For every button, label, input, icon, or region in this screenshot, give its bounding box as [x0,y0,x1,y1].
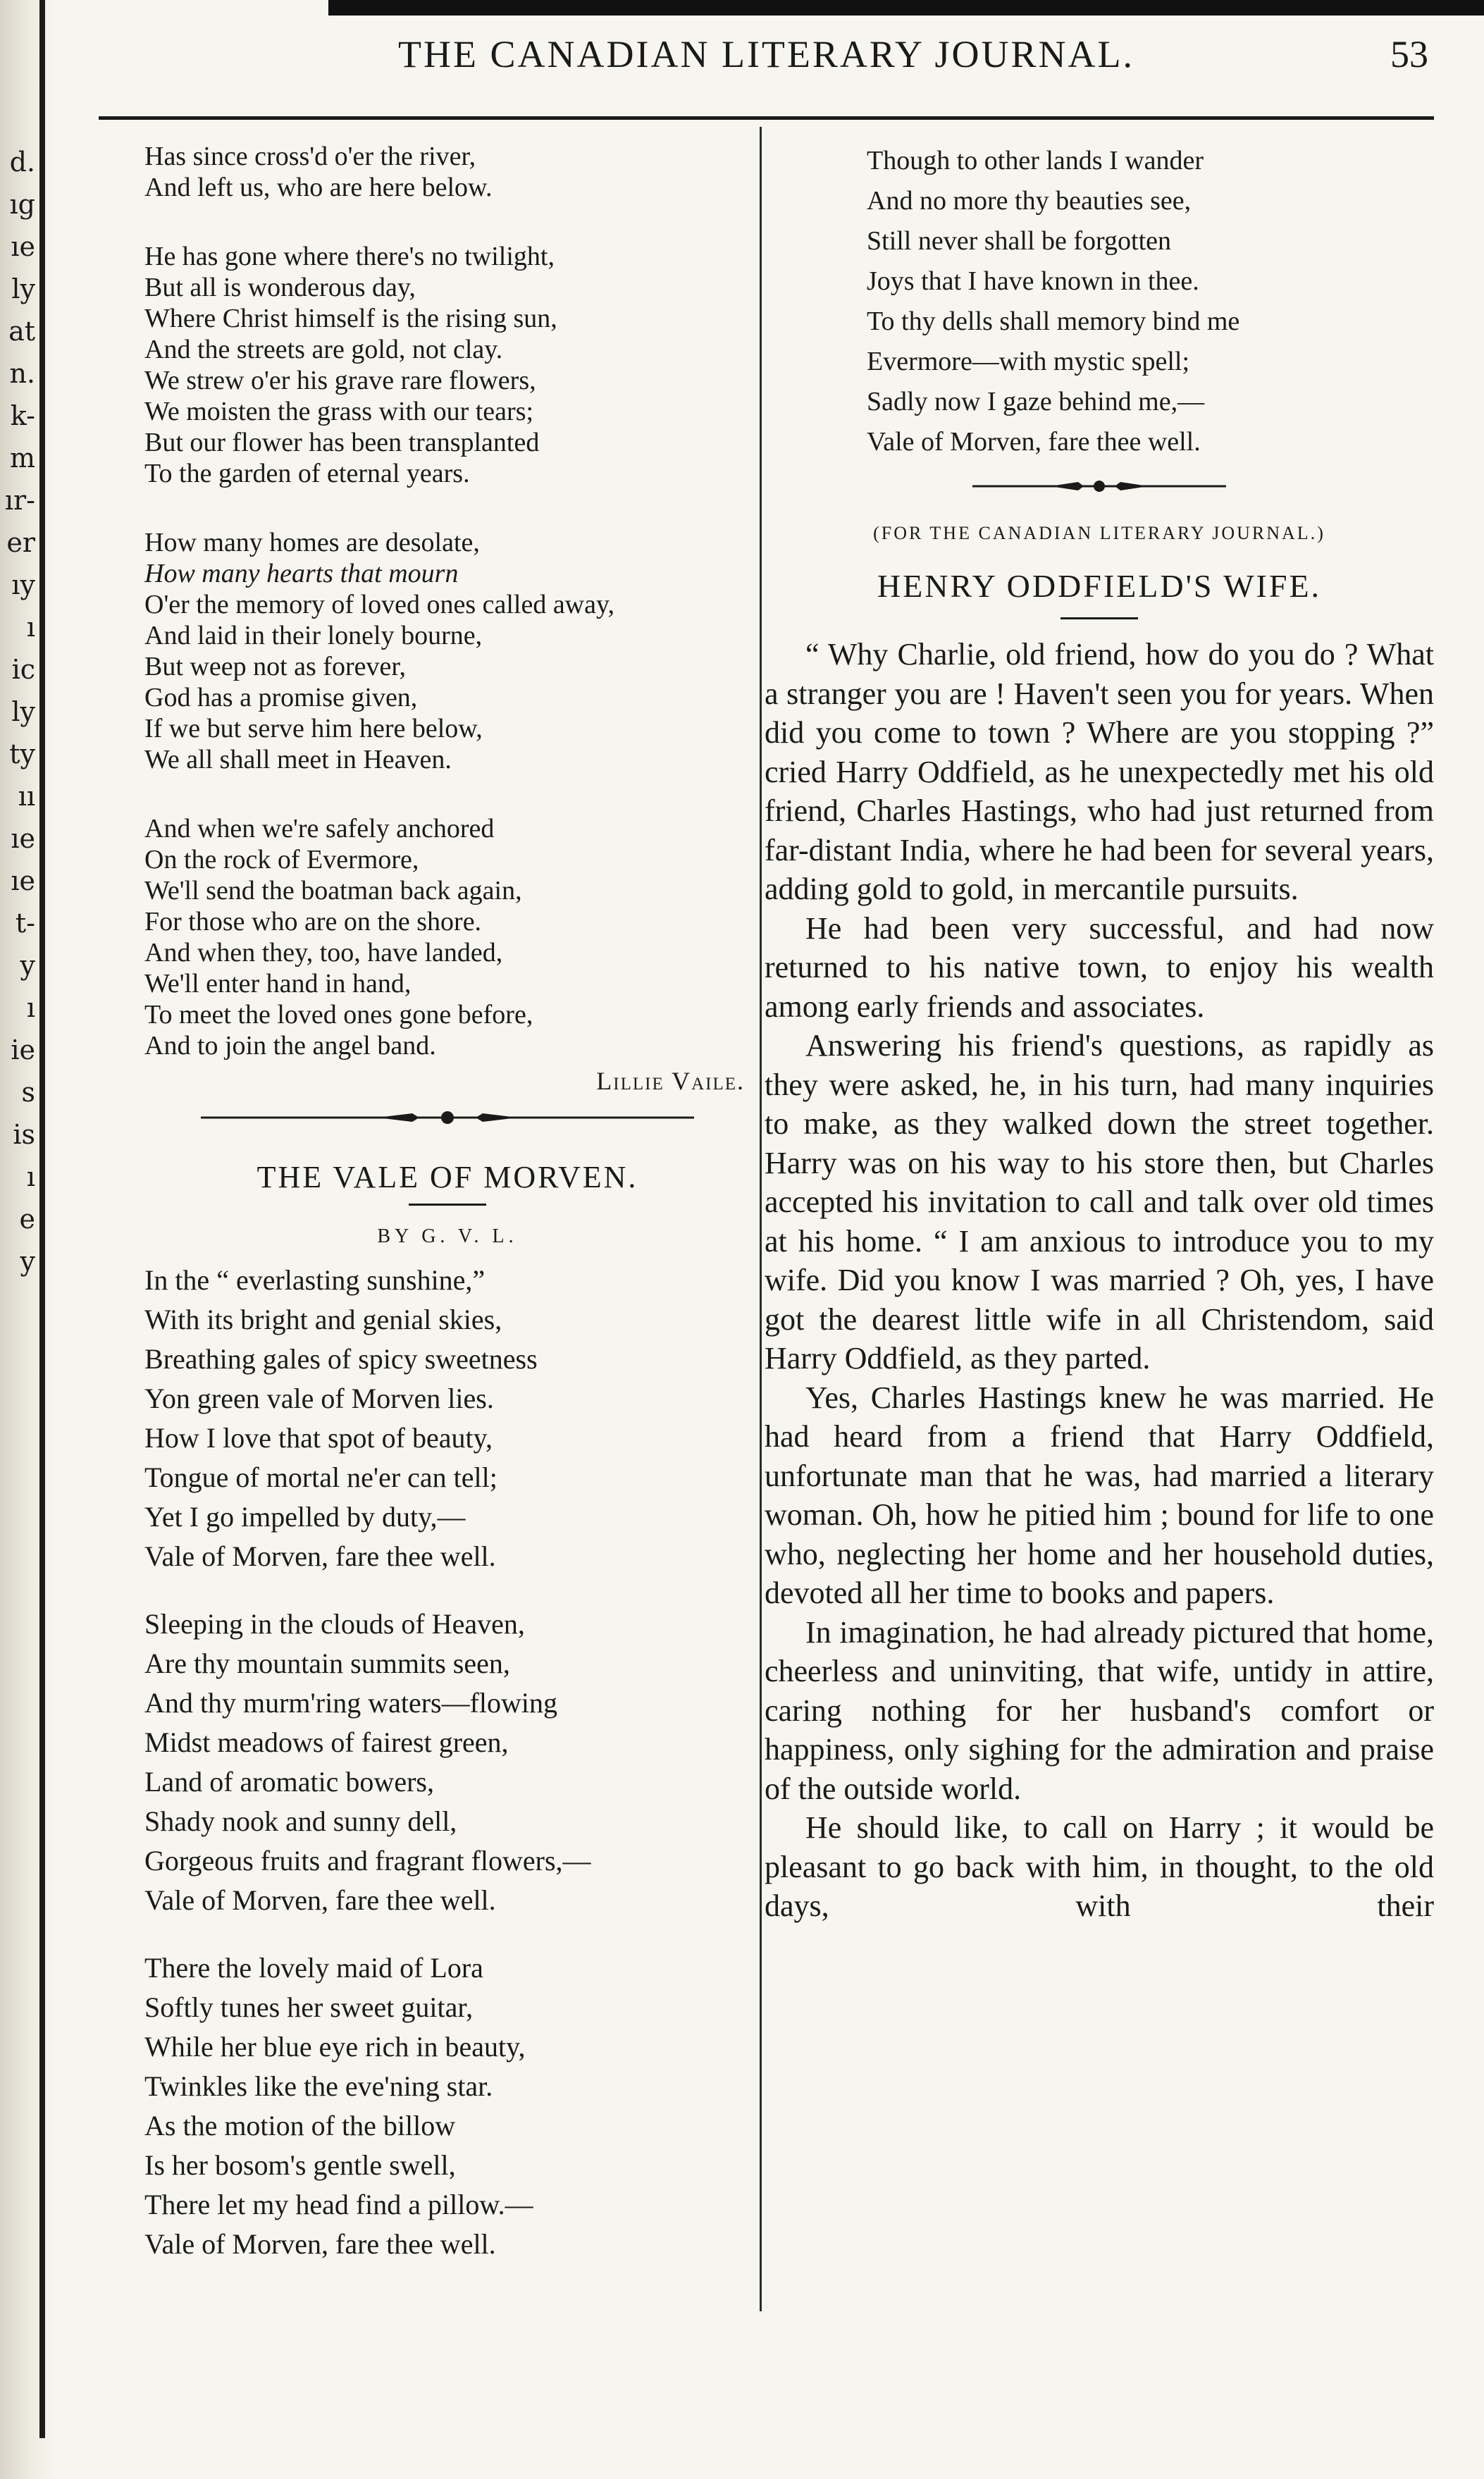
adjacent-page-fragment: y [20,950,35,981]
poem-line: Evermore—with mystic spell; [867,347,1190,376]
poem-lillie-vaile [144,141,750,1096]
poem-line: Twinkles like the eve'ning star. [144,2070,493,2102]
page-number: 53 [1390,33,1428,75]
poem-line: We all shall meet in Heaven. [144,745,452,774]
adjacent-page-fragment: ıe [11,865,35,896]
adjacent-page-fragment: er [6,527,35,558]
poem-line: Vale of Morven, fare thee well. [144,1540,496,1572]
stanza [144,1605,750,1920]
poem-line: How many hearts that mourn [144,559,459,588]
poem-line: And no more thy beauties see, [867,186,1192,216]
stanza [144,241,750,489]
poem-line: And left us, who are here below. [144,173,493,202]
adjacent-page-fragment: is [13,1119,35,1150]
stanza [144,1261,750,1576]
poem-line: We strew o'er his grave rare flowers, [144,366,536,395]
poem-line: Yon green vale of Morven lies. [144,1383,494,1414]
poem-line: Where Christ himself is the rising sun, [144,304,557,333]
poem-line: To thy dells shall memory bind me [867,307,1240,336]
poem-line: Shady nook and sunny dell, [144,1805,457,1837]
adjacent-page-fragment: s [21,1077,35,1108]
poem-line: With its bright and genial skies, [144,1304,502,1335]
poem-line: And when we're safely anchored [144,814,495,843]
poem-vale-of-morven [144,1158,750,2264]
story-paragraph: Answering his friend's questions, as rapidly as they were asked, he, in his turn, had many inquiries to make, as they walked down the street together. Harry was on his way to his store then, but Charles accepted his invitation to call and talk over old times at his home. “ I am anxious to introduce you to my wife. Did you know I was married ? Oh, yes, I have got the dearest little wife in all Christendom, said Harry Oddfield, as they parted. [765,1028,1434,1375]
story-body [765,635,1434,1926]
poem-line: How I love that spot of beauty, [144,1422,493,1454]
poem-line: Is her bosom's gentle swell, [144,2149,456,2181]
poem-line: There the lovely maid of Lora [144,1952,483,1984]
poem-line: Are thy mountain summits seen, [144,1647,510,1679]
stanza [144,527,750,775]
poem-line: To meet the loved ones gone before, [144,1000,533,1030]
poem-line: Still never shall be forgotten [867,226,1171,256]
poem-line: Sadly now I gaze behind me,— [867,387,1205,416]
story-paragraph: He had been very successful, and had now returned to his native town, to enjoy his wealth among early friends and associates. [765,910,1434,1024]
ornamental-rule-icon [201,1109,694,1126]
poem-line: We moisten the grass with our tears; [144,397,534,426]
adjacent-page-fragment: ı [26,612,35,643]
poem-line: And laid in their lonely bourne, [144,621,483,650]
adjacent-page-fragment: ic [11,654,35,685]
stanza [144,1948,750,2264]
poem-signature: Lillie Vaile. [596,1067,745,1095]
stanza [144,141,750,203]
column-divider [760,127,762,2311]
poem-line: And when they, too, have landed, [144,938,503,968]
poem-vale-of-morven-continued [765,141,1434,462]
adjacent-page-fragment: ty [9,738,35,769]
poem-line: We'll enter hand in hand, [144,969,412,999]
adjacent-page-fragment: ıe [11,823,35,854]
adjacent-page-fragment: m [9,443,35,474]
adjacent-page-fragment: ly [11,696,35,727]
poem-line: For those who are on the shore. [144,907,482,936]
poem-line: Breathing gales of spicy sweetness [144,1343,538,1375]
binding-rule [39,0,45,2438]
poem-line: But weep not as forever, [144,652,406,681]
source-note: (FOR THE CANADIAN LITERARY JOURNAL.) [873,523,1325,543]
adjacent-page-fragment: ie [11,1034,35,1065]
poem-line: God has a promise given, [144,683,418,712]
poem-line: We'll send the boatman back again, [144,876,522,905]
poem-line: O'er the memory of loved ones called away, [144,590,615,619]
ornamental-rule-icon [972,478,1226,495]
poem-line: Joys that I have known in thee. [867,266,1199,296]
story-paragraph: Yes, Charles Hastings knew he was married. He had heard from a friend that Harry Oddfield, unfortunate man that he was, had married a literary woman. Oh, how he pitied him ; bound for life to one who, neglecting her home and her household duties, devoted all her time to books and papers. [765,1380,1434,1610]
poem-line: Vale of Morven, fare thee well. [144,2228,496,2260]
story-paragraph: He should like, to call on Harry ; it would be pleasant to go back with him, in thought, to the old days, with their [765,1810,1434,1923]
poem-line: But our flower has been transplanted [144,428,540,457]
adjacent-page-fragment: ı [26,992,35,1023]
poem-line: Midst meadows of fairest green, [144,1726,509,1758]
adjacent-page-fragment: at [8,316,35,347]
adjacent-page-fragment: ır- [4,485,35,516]
poem-line: If we but serve him here below, [144,714,483,743]
adjacent-page-fragment: y [20,1246,35,1277]
poem-line: Vale of Morven, fare thee well. [144,1884,496,1916]
poem-line: He has gone where there's no twilight, [144,242,555,271]
adjacent-page-fragment: d. [9,147,35,178]
poem-line: Softly tunes her sweet guitar, [144,1991,474,2023]
adjacent-page-fragment: k- [10,400,35,431]
adjacent-page-fragments [0,141,35,1282]
poem-line: Has since cross'd o'er the river, [144,142,476,171]
adjacent-page-fragment: ly [11,273,35,304]
title-rule [409,1204,486,1206]
poem-line: There let my head find a pillow.— [144,2189,533,2220]
poem-line: And thy murm'ring waters—flowing [144,1687,558,1719]
title-rule [1061,617,1138,619]
top-edge-bar [328,0,1484,16]
adjacent-page-fragment: ıe [11,231,35,262]
poem-line: As the motion of the billow [144,2110,456,2141]
adjacent-page-fragment: ıg [9,189,35,220]
story-paragraph: In imagination, he had already pictured that home, cheerless and uninviting, that wife, untidy in attire, caring nothing for her husband's comfort or happiness, only sighing for the admiration and praise of the outside world. [765,1614,1434,1806]
poem-line: Though to other lands I wander [867,146,1204,175]
poem-line: Sleeping in the clouds of Heaven, [144,1608,525,1640]
adjacent-page-fragment: e [19,1204,35,1235]
poem-line: While her blue eye rich in beauty, [144,2031,526,2063]
running-title: THE CANADIAN LITERARY JOURNAL. [398,33,1134,75]
poem-line: Vale of Morven, fare thee well. [867,427,1201,457]
poem-line: Tongue of mortal ne'er can tell; [144,1461,497,1493]
adjacent-page-fragment: t- [15,908,35,939]
story-title: HENRY ODDFIELD'S WIFE. [877,568,1322,604]
left-column [144,141,750,2292]
poem-line: But all is wonderous day, [144,273,416,302]
right-column [765,141,1434,1926]
poem-line: In the “ everlasting sunshine,” [144,1264,486,1296]
adjacent-page-fragment: ı [26,1161,35,1192]
poem-line: Yet I go impelled by duty,— [144,1501,466,1533]
poem-line: How many homes are desolate, [144,528,480,557]
poem-line: And to join the angel band. [144,1031,436,1061]
adjacent-page-fragment: ıy [11,569,35,600]
adjacent-page-fragment: ıı [18,781,35,812]
adjacent-page-fragment: n. [9,358,35,389]
page-header [99,28,1434,92]
poem-line: Gorgeous fruits and fragrant flowers,— [144,1845,591,1877]
poem-title: THE VALE OF MORVEN. [256,1160,638,1194]
poem-line: On the rock of Evermore, [144,845,419,874]
poem-line: And the streets are gold, not clay. [144,335,503,364]
poem-byline: BY G. V. L. [377,1225,518,1247]
stanza [144,813,750,1061]
story-paragraph: “ Why Charlie, old friend, how do you do ? What a stranger you are ! Haven't seen you for years. When did you come to town ? Where are you stopping ?” cried Harry Oddfield, as he unexpectedly met his old friend, Charles Hastings, who had just returned from far-distant India, where he had been for several years, adding gold to gold, in mercantile pursuits. [765,637,1434,906]
poem-line: Land of aromatic bowers, [144,1766,434,1798]
header-rule [99,116,1434,120]
poem-line: To the garden of eternal years. [144,459,470,488]
